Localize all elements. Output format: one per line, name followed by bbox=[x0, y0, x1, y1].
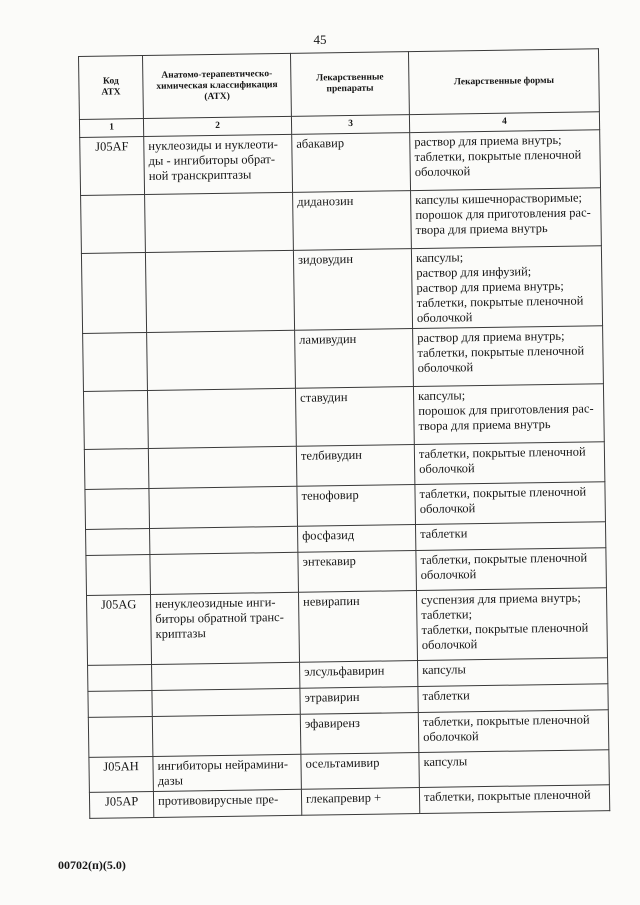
atc-class-cell bbox=[152, 662, 300, 690]
drug-name-cell: эфавиренз bbox=[300, 713, 419, 755]
dosage-form-cell: раствор для приема внутрь; таблетки, покрытые пленочной оболочкой bbox=[413, 326, 604, 387]
dosage-form-cell: таблетки bbox=[415, 522, 605, 551]
drug-name-cell: этравирин bbox=[300, 687, 418, 715]
dosage-form-cell: таблетки, покрытые пленочной оболочкой bbox=[414, 442, 605, 485]
atc-code-cell bbox=[88, 690, 152, 717]
atc-class-cell bbox=[149, 486, 298, 528]
page-number: 45 bbox=[313, 32, 327, 47]
atc-code-cell bbox=[88, 716, 153, 757]
header-atc-code: Код АТХ bbox=[79, 56, 144, 120]
drug-name-cell: элсульфавирин bbox=[300, 661, 418, 689]
atc-code-cell bbox=[81, 253, 146, 334]
header-dosage-forms: Лекарственные формы bbox=[408, 49, 599, 115]
table-row bbox=[83, 326, 604, 392]
column-number: 1 bbox=[79, 119, 143, 138]
drug-name-cell: невирапин bbox=[298, 591, 417, 663]
atc-class-cell bbox=[145, 250, 294, 332]
drug-name-cell: ставудин bbox=[295, 387, 414, 447]
dosage-form-cell: раствор для приема внутрь; таблетки, покрытые пленочной оболочкой bbox=[410, 130, 601, 191]
column-number: 2 bbox=[143, 116, 291, 136]
document-footer-code: 00702(п)(5.0) bbox=[58, 858, 126, 872]
atc-class-cell bbox=[147, 330, 296, 390]
atc-code-cell bbox=[81, 195, 146, 254]
dosage-form-cell: таблетки, покрытые пленочной оболочкой bbox=[416, 548, 607, 591]
drug-name-cell: абакавир bbox=[292, 133, 411, 193]
drug-name-cell: тенофовир bbox=[297, 485, 416, 527]
dosage-form-cell: таблетки, покрытые пленочной bbox=[419, 785, 609, 814]
column-number: 3 bbox=[291, 115, 409, 135]
atc-code-cell bbox=[88, 664, 152, 691]
drug-name-cell: фосфазид bbox=[298, 525, 416, 553]
dosage-form-cell: суспензия для приема внутрь; таблетки; таблетки, покрытые пленочной оболочкой bbox=[416, 588, 607, 661]
dosage-form-cell: таблетки, покрытые пленочной оболочкой bbox=[418, 710, 609, 753]
table-row bbox=[80, 130, 601, 196]
drug-name-cell: глекапревир + bbox=[301, 788, 419, 816]
atc-class-cell: ненуклеозидные инги- биторы обратной транс- криптазы bbox=[150, 592, 299, 664]
header-atc-classification: Анатомо-терапевтическо- химическая классификация (АТХ) bbox=[143, 53, 292, 118]
dosage-form-cell: капсулы кишечнорастворимые; порошок для приготовления рас- твора для приема внутрь bbox=[411, 188, 602, 249]
table-row bbox=[81, 188, 602, 254]
table-row bbox=[81, 246, 602, 334]
dosage-form-cell: капсулы; раствор для инфузий; раствор для приема внутрь; таблетки, покрытые пленочной оболочкой bbox=[411, 246, 602, 329]
atc-code-cell bbox=[83, 333, 148, 392]
table-header-row bbox=[79, 49, 600, 120]
drug-name-cell: энтекавир bbox=[298, 551, 417, 593]
atc-class-cell: нуклеозиды и нуклеоти- ды - ингибиторы обрат- ной транскриптазы bbox=[144, 134, 293, 194]
atc-class-cell bbox=[152, 688, 300, 716]
drug-name-cell: осельтамивир bbox=[301, 753, 420, 790]
table-row bbox=[87, 588, 608, 666]
dosage-form-cell: капсулы bbox=[419, 750, 609, 788]
atc-code-cell bbox=[84, 448, 149, 489]
table-row bbox=[83, 384, 604, 450]
atc-code-cell bbox=[83, 391, 148, 450]
drug-name-cell: зидовудин bbox=[293, 249, 412, 331]
atc-class-cell bbox=[148, 446, 297, 488]
atc-code-cell bbox=[85, 488, 150, 529]
atc-class-cell bbox=[147, 388, 296, 448]
drug-name-cell: ламивудин bbox=[295, 329, 414, 389]
atc-class-cell bbox=[150, 552, 299, 594]
atc-code-cell bbox=[86, 528, 150, 555]
atc-class-cell bbox=[152, 714, 301, 756]
dosage-form-cell: таблетки bbox=[418, 684, 608, 713]
atc-class-cell: противовирусные пре- bbox=[153, 789, 301, 817]
atc-code-cell bbox=[86, 554, 151, 595]
atc-class-cell bbox=[150, 526, 298, 554]
header-drugs: Лекарственные препараты bbox=[290, 52, 409, 117]
dosage-form-cell: таблетки, покрытые пленочной оболочкой bbox=[415, 482, 606, 525]
atc-code-cell: J05AP bbox=[89, 791, 153, 818]
column-number: 4 bbox=[409, 112, 599, 133]
atc-code-cell: J05AG bbox=[87, 594, 152, 665]
atc-class-cell bbox=[145, 192, 294, 252]
atc-class-cell: ингибиторы нейрамини- дазы bbox=[153, 754, 302, 791]
atc-code-cell: J05AF bbox=[80, 137, 145, 196]
drug-name-cell: диданозин bbox=[293, 191, 412, 251]
drug-name-cell: телбивудин bbox=[296, 445, 415, 487]
drug-classification-table bbox=[78, 48, 610, 819]
dosage-form-cell: капсулы; порошок для приготовления рас- твора для приема внутрь bbox=[413, 384, 604, 445]
dosage-form-cell: капсулы bbox=[418, 658, 608, 687]
atc-code-cell: J05AH bbox=[89, 756, 154, 792]
